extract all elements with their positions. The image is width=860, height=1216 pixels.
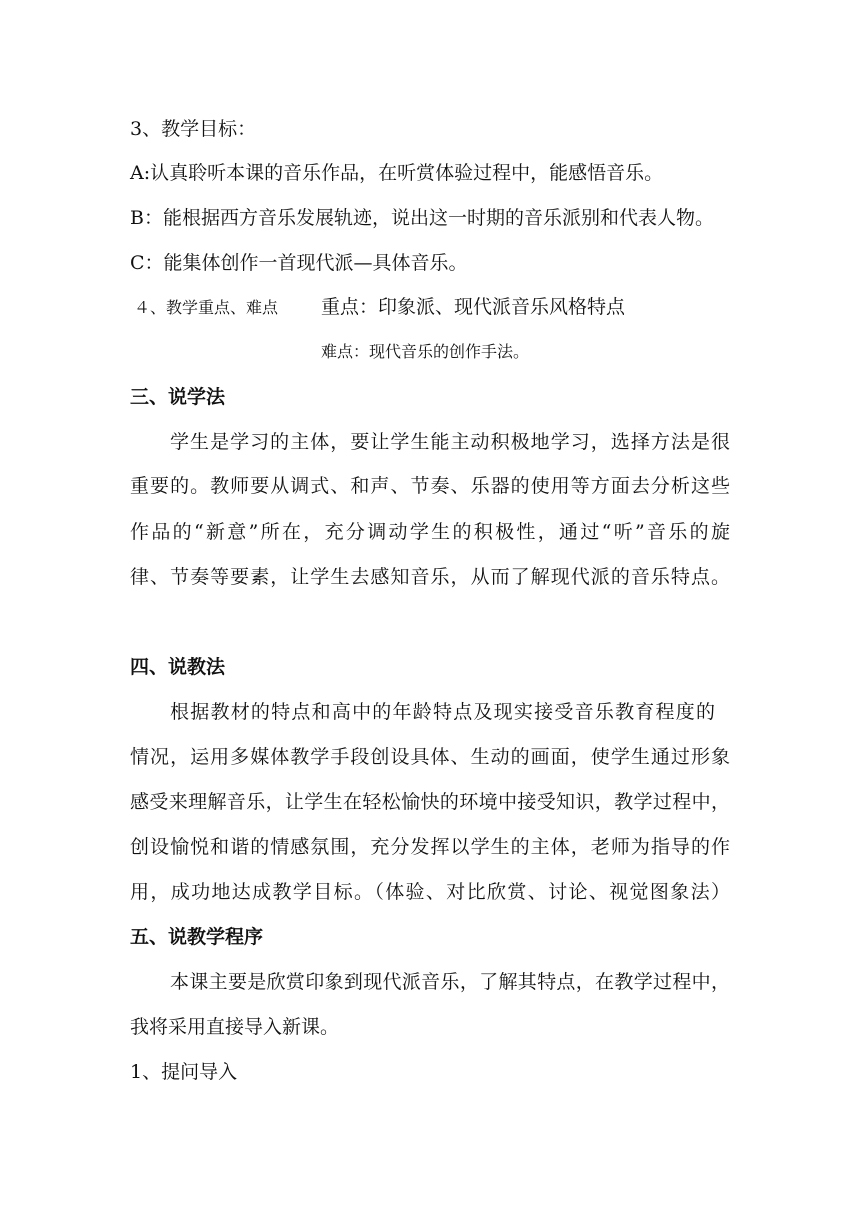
focus-difficulty: 难点：现代音乐的创作手法。 [321,342,530,361]
objective-b: B：能根据西方音乐发展轨迹，说出这一时期的音乐派别和代表人物。 [130,207,714,229]
paragraph-line: 本课主要是欣赏印象到现代派音乐，了解其特点，在教学过程中， [170,971,730,993]
paragraph-line: 用，成功地达成教学目标。（体验、对比欣赏、讨论、视觉图象法） [130,881,730,903]
paragraph-line: 创设愉悦和谐的情感氛围，充分发挥以学生的主体，老师为指导的作 [130,836,730,858]
section-heading-learning-method: 三、说学法 [130,386,226,408]
paragraph-line: 学生是学习的主体，要让学生能主动积极地学习，选择方法是很 [170,431,730,453]
focus-key-point: 重点：印象派、现代派音乐风格特点 [321,296,626,318]
section-heading-teaching-method: 四、说教法 [130,656,226,678]
paragraph-line: 根据教材的特点和高中的年龄特点及现实接受音乐教育程度的 [170,701,715,723]
paragraph-line: 感受来理解音乐，让学生在轻松愉快的环境中接受知识，教学过程中， [130,791,730,813]
section-heading-teaching-procedure: 五、说教学程序 [130,926,264,948]
objectives-heading: 3、教学目标： [130,118,257,140]
objective-a: A:认真聆听本课的音乐作品，在听赏体验过程中，能感悟音乐。 [130,162,664,184]
objective-c: C：能集体创作一首现代派—具体音乐。 [130,252,468,274]
paragraph-line: 律、节奏等要素，让学生去感知音乐，从而了解现代派的音乐特点。 [130,566,730,588]
paragraph-line: 重要的。教师要从调式、和声、节奏、乐器的使用等方面去分析这些 [130,475,730,497]
procedure-item-1: 1、提问导入 [130,1061,238,1083]
focus-label: ４、教学重点、难点 [134,298,279,317]
paragraph-line: 我将采用直接导入新课。 [130,1016,340,1038]
paragraph-line: 情况，运用多媒体教学手段创设具体、生动的画面，使学生通过形象 [130,746,730,768]
paragraph-line: 作品的“新意”所在，充分调动学生的积极性，通过“听”音乐的旋 [130,521,730,543]
